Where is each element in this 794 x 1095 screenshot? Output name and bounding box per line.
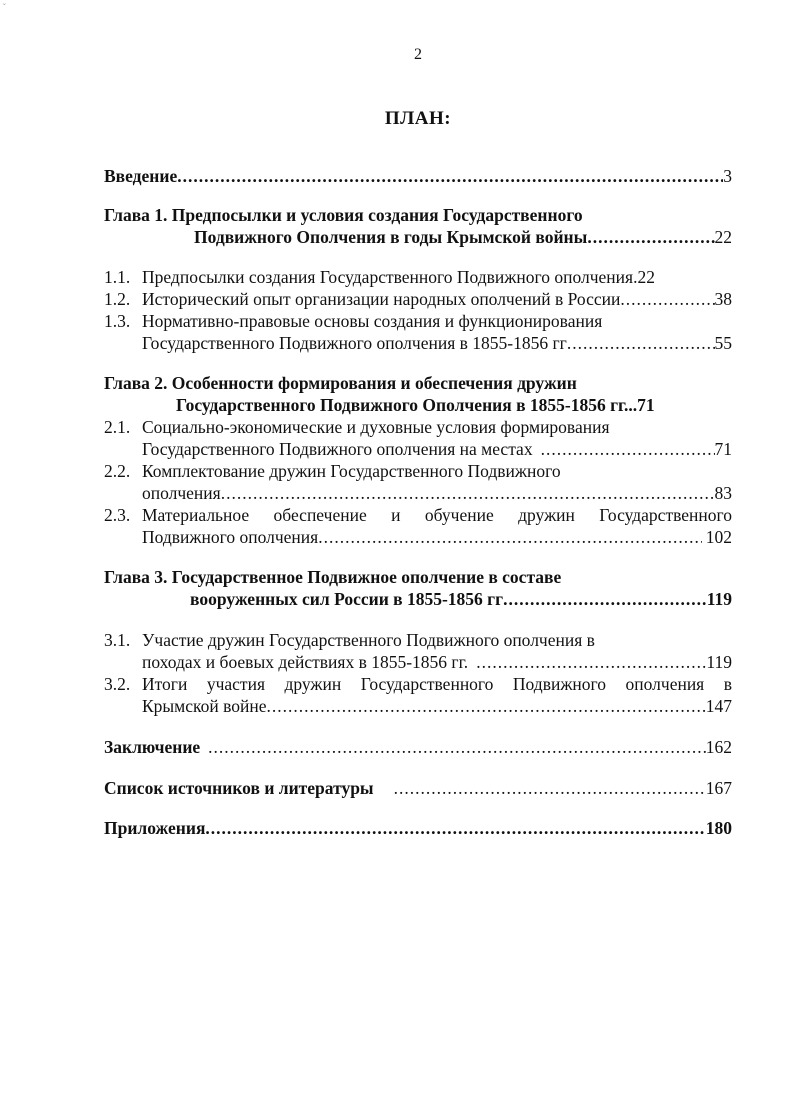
chapter1-title-text: Подвижного Ополчения в годы Крымской войны bbox=[194, 227, 588, 247]
toc-appendix-page: 180 bbox=[705, 818, 732, 838]
toc-conclusion[interactable] bbox=[104, 737, 732, 758]
toc-item-2-3-cont[interactable] bbox=[142, 527, 732, 548]
item-page: 83 bbox=[714, 483, 732, 503]
chapter3-title-text: вооруженных сил России в 1855-1856 гг bbox=[190, 589, 504, 609]
chapter1-title-line1[interactable]: Глава 1. Предпосылки и условия создания Государственного bbox=[104, 205, 583, 225]
leader-dots bbox=[587, 227, 714, 248]
toc-conclusion-page: 162 bbox=[705, 737, 732, 757]
item-number: 1.1. bbox=[104, 267, 131, 287]
toc-intro-page: 3 bbox=[723, 166, 732, 186]
toc-item-3-2[interactable] bbox=[104, 674, 732, 695]
item-page: 102 bbox=[705, 527, 732, 547]
leader-dots bbox=[221, 483, 715, 504]
toc-intro[interactable] bbox=[104, 166, 732, 187]
leader-dots bbox=[374, 778, 706, 799]
toc-item-2-1-cont[interactable] bbox=[142, 439, 732, 460]
item-text: Материальное обеспечение и обучение дружин Государственного bbox=[142, 505, 732, 525]
item-number: 2.3. bbox=[104, 505, 131, 525]
item-number: 1.3. bbox=[104, 311, 131, 331]
toc-item-2-3[interactable] bbox=[104, 505, 732, 526]
toc-item-2-2[interactable] bbox=[104, 461, 561, 482]
item-number: 2.2. bbox=[104, 461, 131, 481]
chapter2-title-text: Государственного Подвижного Ополчения в 1855-1856 гг... bbox=[176, 395, 638, 415]
item-text: Социально-экономические и духовные условия формирования bbox=[142, 417, 610, 437]
item-number: 2.1. bbox=[104, 417, 131, 437]
item-number: 3.1. bbox=[104, 630, 131, 650]
item-text-cont: Государственного Подвижного ополчения в 1855-1856 гг bbox=[142, 333, 567, 353]
chapter2-page: 71 bbox=[637, 395, 655, 415]
chapter3-page: 119 bbox=[706, 589, 732, 609]
item-text-cont: Государственного Подвижного ополчения на местах bbox=[142, 439, 533, 459]
leader-dots bbox=[468, 652, 706, 673]
leader-dots bbox=[318, 527, 702, 548]
toc-sources[interactable] bbox=[104, 778, 732, 799]
leader-dots bbox=[620, 289, 714, 310]
item-text-cont: ополчения bbox=[142, 483, 221, 503]
item-page: 147 bbox=[705, 696, 732, 716]
item-text: Участие дружин Государственного Подвижного ополчения в bbox=[142, 630, 595, 650]
item-page: 22 bbox=[637, 267, 655, 287]
toc-item-3-1[interactable] bbox=[104, 630, 595, 651]
toc-item-3-1-cont[interactable] bbox=[142, 652, 732, 673]
item-page: 71 bbox=[714, 439, 732, 459]
chapter3-title-line2[interactable] bbox=[190, 589, 732, 610]
toc-item-1-1[interactable] bbox=[104, 267, 732, 288]
toc-sources-label: Список источников и литературы bbox=[104, 778, 374, 798]
toc-sources-page: 167 bbox=[705, 778, 732, 798]
item-text: Предпосылки создания Государственного Подвижного ополчения. bbox=[142, 267, 638, 287]
leader-dots bbox=[567, 333, 715, 354]
item-text: Комплектование дружин Государственного Подвижного bbox=[142, 461, 561, 481]
toc-item-1-3[interactable] bbox=[104, 311, 602, 332]
chapter1-page: 22 bbox=[714, 227, 732, 247]
chapter2-title-line1[interactable]: Глава 2. Особенности формирования и обеспечения дружин bbox=[104, 373, 577, 393]
toc-item-2-1[interactable] bbox=[104, 417, 610, 438]
toc-item-3-2-cont[interactable] bbox=[142, 696, 732, 717]
plan-title: ПЛАН: bbox=[384, 108, 452, 129]
toc-appendix-label: Приложения bbox=[104, 818, 206, 838]
item-page: 38 bbox=[714, 289, 732, 309]
item-text-cont: Крымской войне bbox=[142, 696, 267, 716]
leader-dots bbox=[200, 737, 706, 758]
item-text: Нормативно-правовые основы создания и функционирования bbox=[142, 311, 603, 331]
leader-dots bbox=[533, 439, 715, 460]
scan-mark: ˘ bbox=[3, 2, 6, 11]
toc-item-2-2-cont[interactable] bbox=[142, 483, 732, 504]
item-text: Итоги участия дружин Государственного Подвижного ополчения в bbox=[142, 674, 732, 694]
item-text-cont: походах и боевых действиях в 1855-1856 гг. bbox=[142, 652, 469, 672]
item-text-cont: Подвижного ополчения bbox=[142, 527, 319, 547]
page-number: 2 bbox=[414, 46, 422, 63]
toc-intro-label: Введение bbox=[104, 166, 178, 186]
leader-dots bbox=[205, 818, 705, 839]
chapter1-title-line2[interactable] bbox=[194, 227, 732, 248]
item-page: 55 bbox=[714, 333, 732, 353]
item-number: 1.2. bbox=[104, 289, 131, 309]
chapter3-title-line1[interactable]: Глава 3. Государственное Подвижное ополчение в составе bbox=[104, 567, 562, 587]
toc-conclusion-label: Заключение bbox=[104, 737, 201, 757]
leader-dots bbox=[177, 166, 723, 187]
leader-dots bbox=[267, 696, 706, 717]
item-page: 119 bbox=[706, 652, 732, 672]
toc-appendix[interactable] bbox=[104, 818, 732, 839]
chapter2-title-line2[interactable] bbox=[176, 395, 655, 416]
item-text: Исторический опыт организации народных ополчений в России bbox=[142, 289, 621, 309]
toc-item-1-3-cont[interactable] bbox=[142, 333, 732, 354]
toc-item-1-2[interactable] bbox=[104, 289, 732, 310]
leader-dots bbox=[503, 589, 707, 610]
item-number: 3.2. bbox=[104, 674, 131, 694]
